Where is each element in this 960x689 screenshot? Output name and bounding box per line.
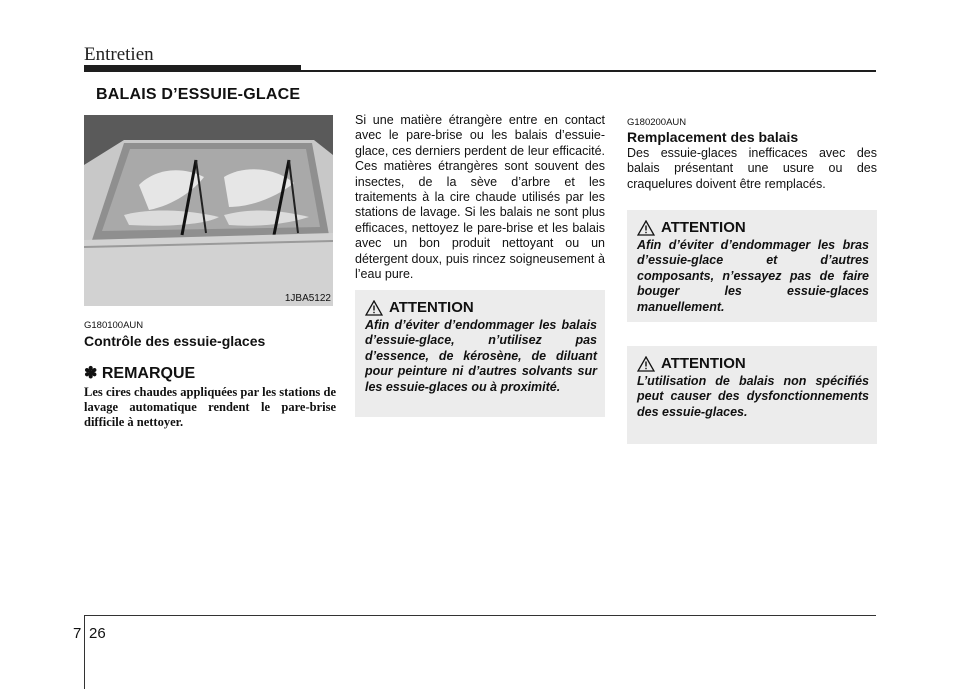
caution-box-manual-move — [627, 210, 877, 322]
header-title: Entretien — [84, 44, 154, 65]
caution-header — [637, 219, 869, 236]
chapter-number: 7 — [73, 625, 82, 642]
cleaning-paragraph: Si une matière étrangère entre en contact avec le pare-brise ou les balais d’essuie-glace, ces derniers perdent de leur efficacité. Ces matières étrangères sont souvent des insectes, de la sève d’arbre et les traitements à la cire chaude utilisés par les stations de lavage. Si les balais ne sont plus efficaces, nettoyez le pare-brise et les balais avec un bon produit nettoyant ou un détergent doux, puis rincez soigneusement à l’eau pure. — [355, 113, 605, 282]
header-rule — [301, 70, 876, 72]
caution-header — [365, 299, 597, 316]
section-code: G180100AUN — [84, 320, 144, 331]
figure-code: 1JBA5122 — [284, 293, 331, 304]
header-bar — [84, 65, 301, 72]
page-number: 26 — [89, 625, 106, 642]
caution-box-solvents — [355, 290, 605, 417]
warning-triangle-icon — [637, 356, 655, 372]
section-code: G180200AUN — [627, 117, 687, 128]
caution-body: L’utilisation de balais non spécifiés peut causer des dysfonctionnements des essuie-glaces. — [637, 374, 869, 419]
subheading-check-wipers: Contrôle des essuie-glaces — [84, 333, 266, 349]
caution-body: Afin d’éviter d’endommager les balais d’essuie-glace, n’utilisez pas d’essence, de kérosène, de diluant pour peinture ni d’autres solvants sur les essuie-glaces ou à proximité. — [365, 318, 597, 394]
footer-divider — [84, 615, 85, 689]
remark-title: ✽ REMARQUE — [84, 365, 196, 382]
caution-title: ATTENTION — [661, 219, 746, 236]
caution-box-unspecified-blades — [627, 346, 877, 444]
caution-title: ATTENTION — [661, 355, 746, 372]
warning-triangle-icon — [365, 300, 383, 316]
footer-rule — [84, 615, 876, 616]
subheading-replace-blades: Remplacement des balais — [627, 129, 799, 145]
windshield-illustration — [84, 115, 333, 306]
warning-triangle-icon — [637, 220, 655, 236]
caution-header — [637, 355, 869, 372]
remark-body: Les cires chaudes appliquées par les stations de lavage automatique rendent le pare-brise difficile à nettoyer. — [84, 385, 336, 429]
caution-body: Afin d’éviter d’endommager les bras d’essuie-glace et d’autres composants, n’essayez pas de faire bouger les essuie-glaces manuellement. — [637, 238, 869, 314]
windshield-wiper-photo — [84, 115, 333, 306]
section-title: BALAIS D’ESSUIE-GLACE — [96, 86, 301, 103]
caution-title: ATTENTION — [389, 299, 474, 316]
replacement-paragraph: Des essuie-glaces inefficaces avec des balais présentant une usure ou des craquelures doivent être remplacés. — [627, 146, 877, 191]
